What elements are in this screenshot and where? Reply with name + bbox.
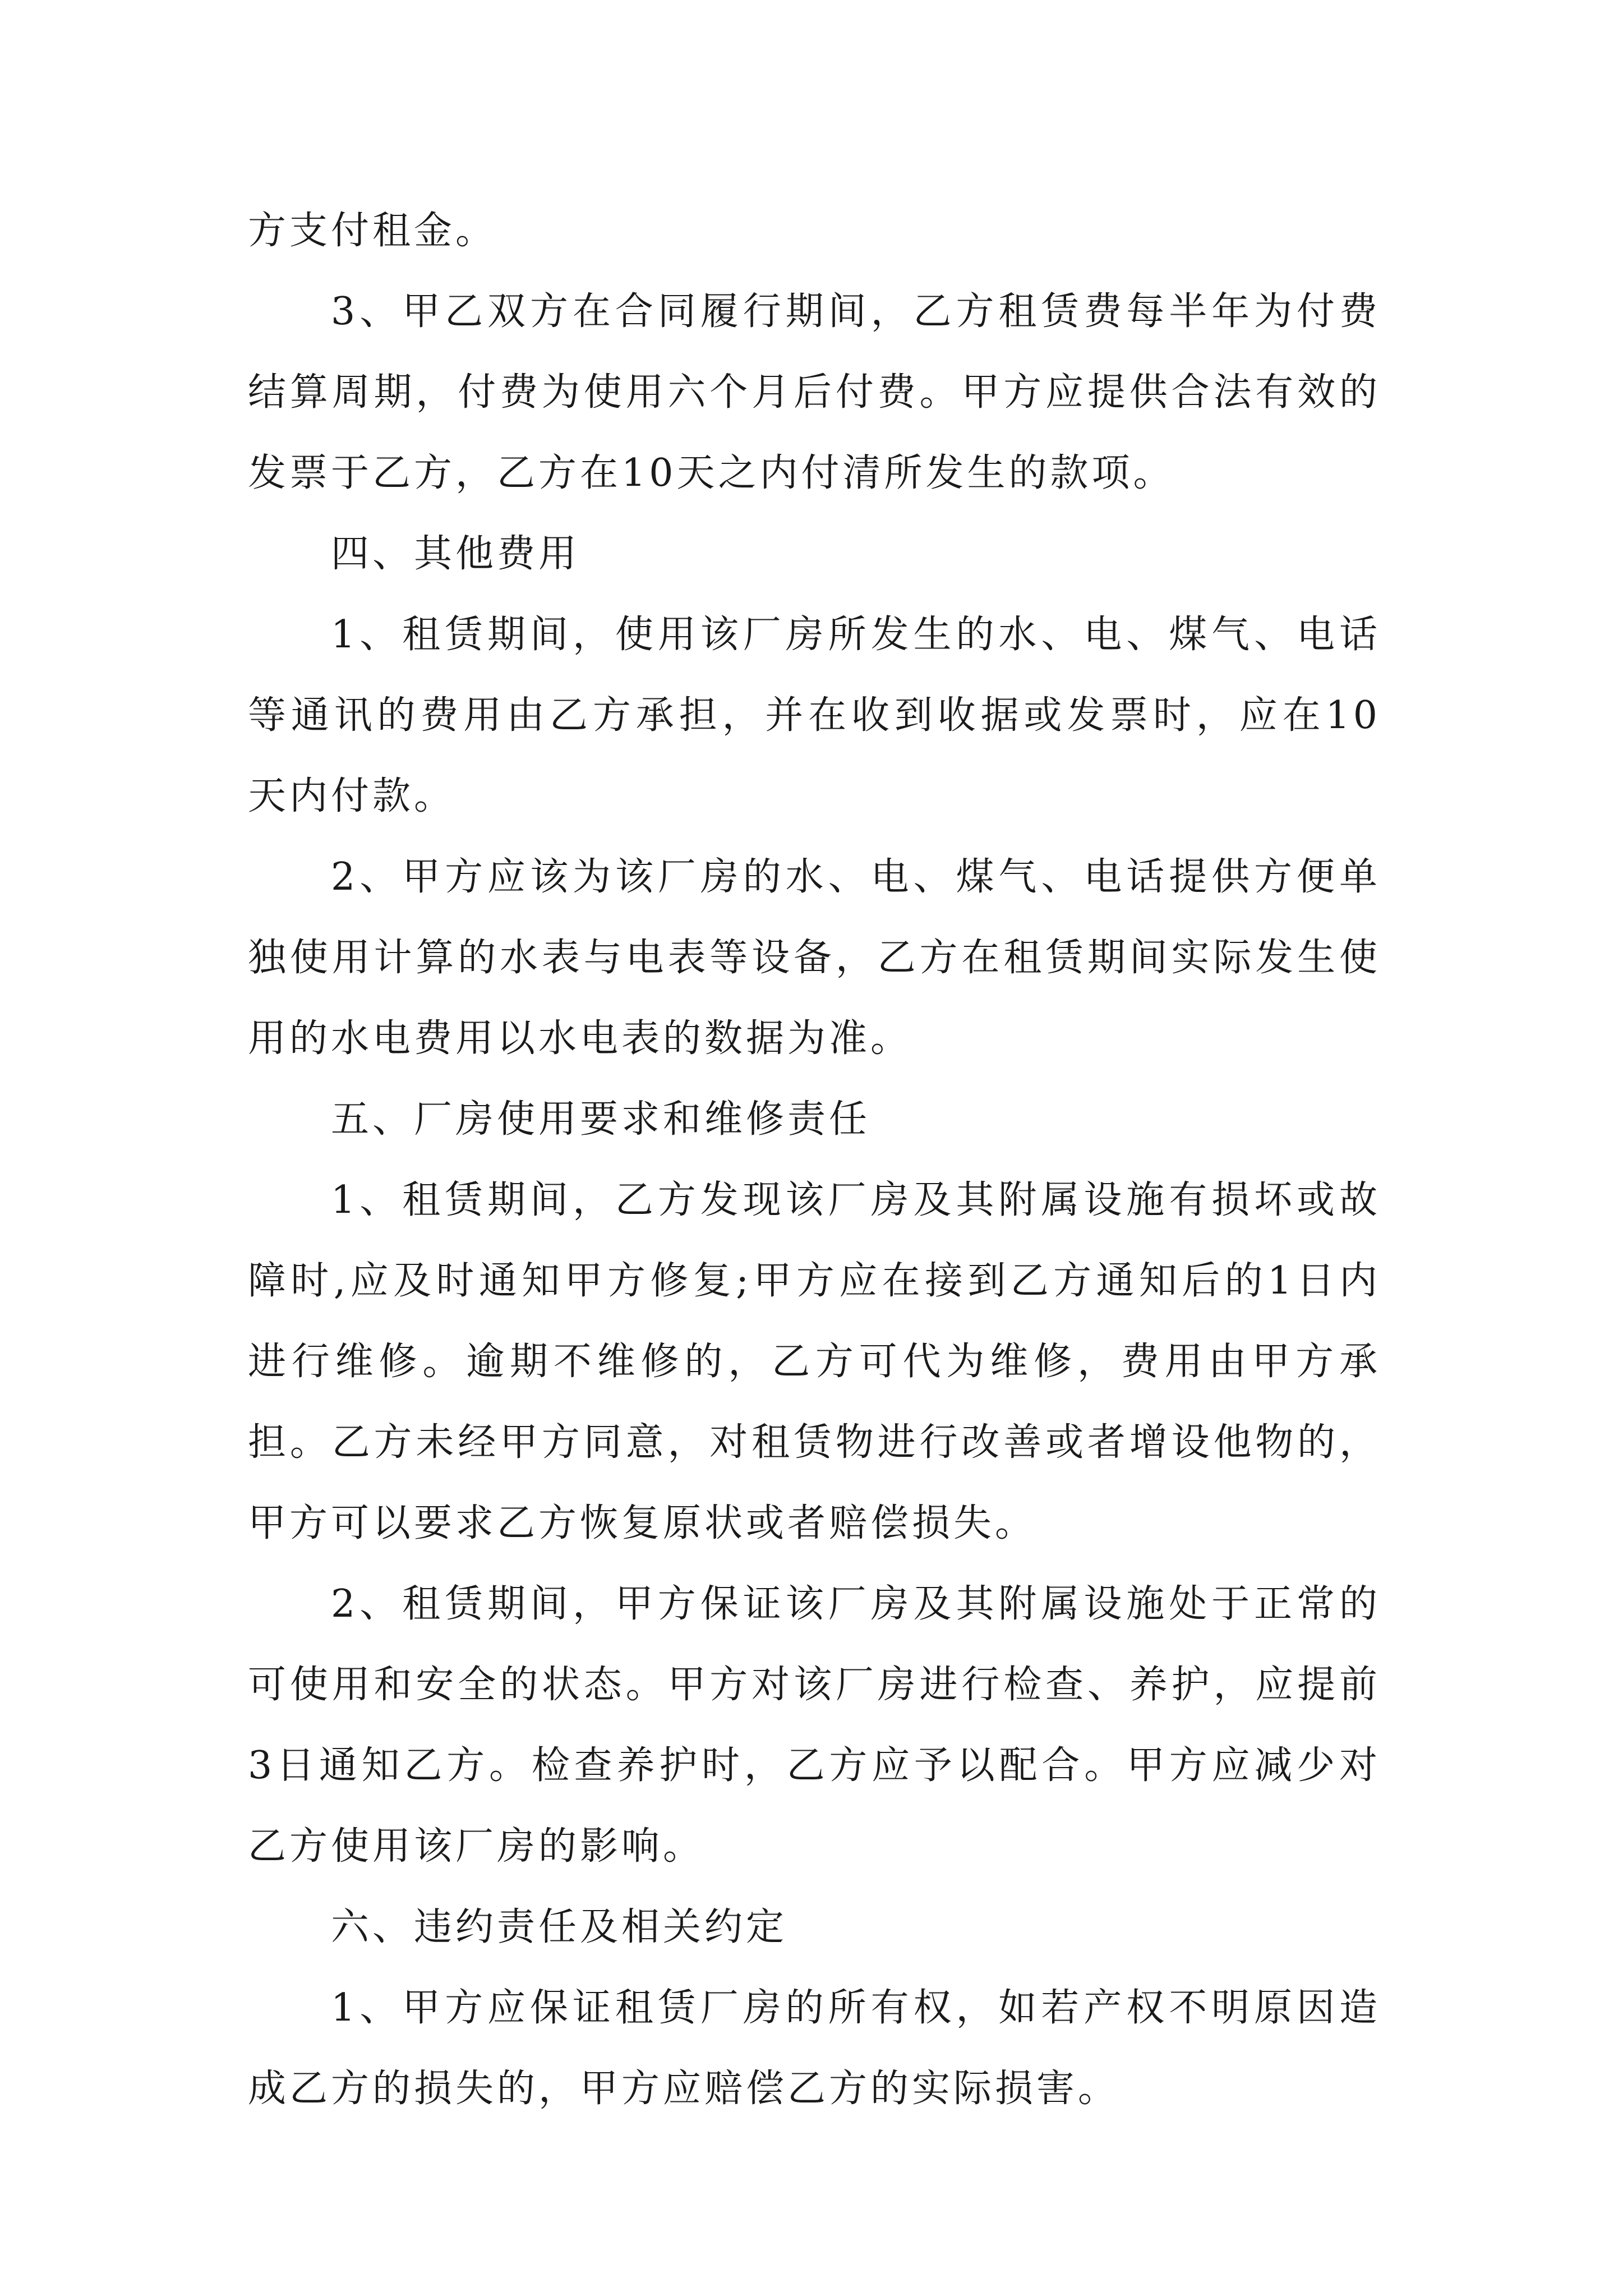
paragraph-maintenance-clause-2: 2、租赁期间，甲方保证该厂房及其附属设施处于正常的可使用和安全的状态。甲方对该厂房进行检查、养护，应提前3日通知乙方。检查养护时，乙方应予以配合。甲方应减少对乙方使用该厂房的影响。 — [248, 1582, 1381, 1869]
paragraph-other-fees-clause-2: 2、甲方应该为该厂房的水、电、煤气、电话提供方便单独使用计算的水表与电表等设备，乙方在租赁期间实际发生使用的水电费用以水电表的数据为准。 — [248, 855, 1381, 1061]
section-heading-other-fees: 四、其他费用 — [331, 532, 580, 576]
paragraph-other-fees-clause-1: 1、租赁期间，使用该厂房所发生的水、电、煤气、电话等通讯的费用由乙方承担，并在收到收据或发票时，应在10天内付款。 — [248, 613, 1381, 818]
paragraph-rent-payment-end: 方支付租金。 — [248, 209, 497, 253]
section-heading-usage-maintenance: 五、厂房使用要求和维修责任 — [331, 1097, 871, 1142]
contract-text-body — [248, 191, 1381, 2129]
paragraph-liability-clause-1: 1、甲方应保证租赁厂房的所有权，如若产权不明原因造成乙方的损失的，甲方应赔偿乙方的实际损害。 — [248, 1986, 1381, 2111]
paragraph-clause-3-payment-cycle: 3、甲乙双方在合同履行期间，乙方租赁费每半年为付费结算周期，付费为使用六个月后付费。甲方应提供合法有效的发票于乙方，乙方在10天之内付清所发生的款项。 — [248, 289, 1381, 495]
paragraph-maintenance-clause-1: 1、租赁期间，乙方发现该厂房及其附属设施有损坏或故障时,应及时通知甲方修复;甲方应在接到乙方通知后的1日内进行维修。逾期不维修的，乙方可代为维修，费用由甲方承担。乙方未经甲方同意，对租赁物进行改善或者增设他物的，甲方可以要求乙方恢复原状或者赔偿损失。 — [248, 1178, 1381, 1545]
section-heading-liability: 六、违约责任及相关约定 — [331, 1905, 788, 1949]
